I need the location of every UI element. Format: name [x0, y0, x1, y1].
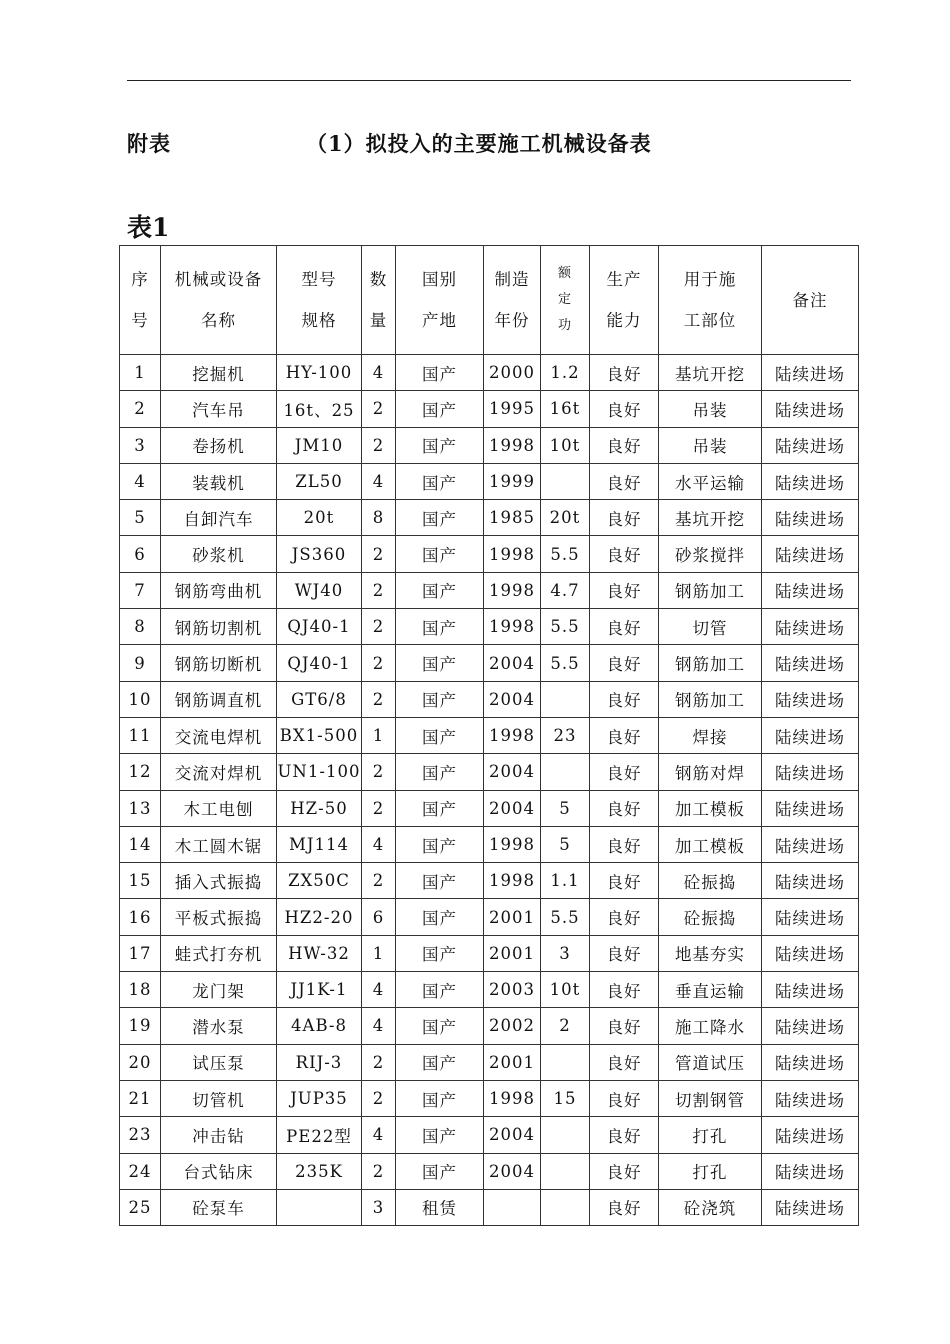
cell-origin: 国产 — [396, 754, 484, 790]
cell-index: 17 — [120, 935, 161, 971]
cell-capacity: 良好 — [590, 1189, 659, 1225]
cell-name: 交流电焊机 — [161, 717, 277, 753]
cell-quantity: 4 — [362, 1008, 396, 1044]
cell-usage: 地基夯实 — [659, 935, 762, 971]
table-row — [120, 899, 859, 935]
cell-capacity: 良好 — [590, 1080, 659, 1116]
cell-index: 8 — [120, 609, 161, 645]
cell-rated-power: 10t — [541, 972, 590, 1008]
cell-model: JS360 — [277, 536, 362, 572]
cell-model: JM10 — [277, 427, 362, 463]
table-row — [120, 536, 859, 572]
cell-model: 20t — [277, 500, 362, 536]
cell-remarks: 陆续进场 — [762, 427, 859, 463]
cell-remarks: 陆续进场 — [762, 391, 859, 427]
cell-quantity: 2 — [362, 1044, 396, 1080]
cell-year: 1998 — [484, 826, 541, 862]
cell-year: 2004 — [484, 645, 541, 681]
cell-origin: 国产 — [396, 972, 484, 1008]
cell-remarks: 陆续进场 — [762, 572, 859, 608]
cell-capacity: 良好 — [590, 463, 659, 499]
cell-model: ZL50 — [277, 463, 362, 499]
cell-year: 2004 — [484, 790, 541, 826]
cell-model: JUP35 — [277, 1080, 362, 1116]
cell-origin: 国产 — [396, 1008, 484, 1044]
appendix-label: 附表 — [127, 131, 171, 156]
cell-capacity: 良好 — [590, 826, 659, 862]
col-header-quantity: 数 量 — [362, 246, 396, 355]
cell-year: 2003 — [484, 972, 541, 1008]
cell-capacity: 良好 — [590, 645, 659, 681]
table-row — [120, 972, 859, 1008]
cell-quantity: 2 — [362, 863, 396, 899]
cell-year: 2001 — [484, 899, 541, 935]
cell-capacity: 良好 — [590, 391, 659, 427]
cell-capacity: 良好 — [590, 572, 659, 608]
table-row — [120, 427, 859, 463]
cell-quantity: 4 — [362, 463, 396, 499]
table-row — [120, 645, 859, 681]
cell-remarks: 陆续进场 — [762, 645, 859, 681]
cell-name: 钢筋切断机 — [161, 645, 277, 681]
cell-usage: 施工降水 — [659, 1008, 762, 1044]
col-header-origin: 国别 产地 — [396, 246, 484, 355]
cell-remarks: 陆续进场 — [762, 899, 859, 935]
cell-index: 13 — [120, 790, 161, 826]
cell-capacity: 良好 — [590, 972, 659, 1008]
cell-name: 自卸汽车 — [161, 500, 277, 536]
cell-name: 挖掘机 — [161, 355, 277, 391]
cell-year: 1999 — [484, 463, 541, 499]
cell-quantity: 1 — [362, 935, 396, 971]
cell-year — [484, 1189, 541, 1225]
cell-name: 蛙式打夯机 — [161, 935, 277, 971]
cell-year: 1998 — [484, 536, 541, 572]
cell-model: HW-32 — [277, 935, 362, 971]
page-title: （1）拟投入的主要施工机械设备表 — [306, 131, 652, 156]
cell-rated-power: 5 — [541, 826, 590, 862]
cell-origin: 租赁 — [396, 1189, 484, 1225]
table-row — [120, 1008, 859, 1044]
cell-index: 3 — [120, 427, 161, 463]
cell-model: HZ2-20 — [277, 899, 362, 935]
cell-usage: 砼振捣 — [659, 899, 762, 935]
cell-origin: 国产 — [396, 536, 484, 572]
cell-quantity: 6 — [362, 899, 396, 935]
cell-usage: 加工模板 — [659, 826, 762, 862]
cell-capacity: 良好 — [590, 1153, 659, 1189]
cell-usage: 砼浇筑 — [659, 1189, 762, 1225]
cell-model: HZ-50 — [277, 790, 362, 826]
table-row — [120, 391, 859, 427]
cell-name: 龙门架 — [161, 972, 277, 1008]
cell-name: 卷扬机 — [161, 427, 277, 463]
cell-model: MJ114 — [277, 826, 362, 862]
cell-model: 16t、25 — [277, 391, 362, 427]
cell-remarks: 陆续进场 — [762, 463, 859, 499]
table-row — [120, 1189, 859, 1225]
cell-index: 16 — [120, 899, 161, 935]
table-row — [120, 754, 859, 790]
col-header-remarks: 备注 — [762, 246, 859, 355]
cell-remarks: 陆续进场 — [762, 681, 859, 717]
cell-usage: 垂直运输 — [659, 972, 762, 1008]
cell-index: 25 — [120, 1189, 161, 1225]
cell-name: 钢筋切割机 — [161, 609, 277, 645]
cell-capacity: 良好 — [590, 681, 659, 717]
cell-year: 1998 — [484, 609, 541, 645]
cell-usage: 钢筋加工 — [659, 572, 762, 608]
cell-remarks: 陆续进场 — [762, 1044, 859, 1080]
cell-index: 5 — [120, 500, 161, 536]
cell-origin: 国产 — [396, 1153, 484, 1189]
cell-rated-power: 20t — [541, 500, 590, 536]
cell-index: 7 — [120, 572, 161, 608]
cell-name: 交流对焊机 — [161, 754, 277, 790]
col-header-index: 序 号 — [120, 246, 161, 355]
cell-origin: 国产 — [396, 1080, 484, 1116]
cell-year: 2004 — [484, 754, 541, 790]
cell-origin: 国产 — [396, 645, 484, 681]
cell-quantity: 2 — [362, 1153, 396, 1189]
cell-rated-power: 5.5 — [541, 645, 590, 681]
col-header-model: 型号 规格 — [277, 246, 362, 355]
cell-usage: 吊装 — [659, 427, 762, 463]
table-row — [120, 463, 859, 499]
cell-name: 潜水泵 — [161, 1008, 277, 1044]
cell-remarks: 陆续进场 — [762, 1189, 859, 1225]
cell-rated-power — [541, 1189, 590, 1225]
cell-remarks: 陆续进场 — [762, 826, 859, 862]
cell-index: 12 — [120, 754, 161, 790]
cell-year: 2002 — [484, 1008, 541, 1044]
table-row — [120, 681, 859, 717]
cell-rated-power: 23 — [541, 717, 590, 753]
cell-year: 2000 — [484, 355, 541, 391]
cell-capacity: 良好 — [590, 1117, 659, 1153]
cell-rated-power — [541, 681, 590, 717]
cell-origin: 国产 — [396, 863, 484, 899]
cell-quantity: 2 — [362, 572, 396, 608]
cell-origin: 国产 — [396, 826, 484, 862]
cell-capacity: 良好 — [590, 536, 659, 572]
cell-name: 木工圆木锯 — [161, 826, 277, 862]
cell-origin: 国产 — [396, 935, 484, 971]
cell-remarks: 陆续进场 — [762, 935, 859, 971]
cell-origin: 国产 — [396, 1117, 484, 1153]
table-header-row — [120, 246, 859, 355]
cell-usage: 吊装 — [659, 391, 762, 427]
cell-rated-power — [541, 1044, 590, 1080]
table-row — [120, 935, 859, 971]
cell-origin: 国产 — [396, 463, 484, 499]
cell-capacity: 良好 — [590, 1008, 659, 1044]
cell-model: GT6/8 — [277, 681, 362, 717]
table-row — [120, 1080, 859, 1116]
table-row — [120, 500, 859, 536]
table-row — [120, 609, 859, 645]
cell-rated-power: 5 — [541, 790, 590, 826]
cell-year: 1998 — [484, 863, 541, 899]
cell-rated-power — [541, 1153, 590, 1189]
cell-quantity: 2 — [362, 754, 396, 790]
cell-model: QJ40-1 — [277, 645, 362, 681]
cell-quantity: 2 — [362, 681, 396, 717]
cell-name: 装载机 — [161, 463, 277, 499]
cell-remarks: 陆续进场 — [762, 536, 859, 572]
cell-year: 1995 — [484, 391, 541, 427]
cell-remarks: 陆续进场 — [762, 1008, 859, 1044]
cell-capacity: 良好 — [590, 754, 659, 790]
cell-rated-power: 10t — [541, 427, 590, 463]
col-header-capacity: 生产 能力 — [590, 246, 659, 355]
cell-capacity: 良好 — [590, 899, 659, 935]
cell-remarks: 陆续进场 — [762, 790, 859, 826]
cell-year: 1998 — [484, 572, 541, 608]
cell-origin: 国产 — [396, 355, 484, 391]
cell-quantity: 8 — [362, 500, 396, 536]
cell-usage: 水平运输 — [659, 463, 762, 499]
cell-year: 2001 — [484, 1044, 541, 1080]
cell-usage: 基坑开挖 — [659, 500, 762, 536]
cell-remarks: 陆续进场 — [762, 972, 859, 1008]
cell-usage: 砂浆搅拌 — [659, 536, 762, 572]
cell-remarks: 陆续进场 — [762, 1153, 859, 1189]
cell-usage: 焊接 — [659, 717, 762, 753]
cell-index: 2 — [120, 391, 161, 427]
cell-rated-power — [541, 463, 590, 499]
cell-quantity: 1 — [362, 717, 396, 753]
cell-usage: 管道试压 — [659, 1044, 762, 1080]
cell-model: WJ40 — [277, 572, 362, 608]
cell-model: 235K — [277, 1153, 362, 1189]
cell-model: ZX50C — [277, 863, 362, 899]
cell-year: 2004 — [484, 1117, 541, 1153]
cell-index: 19 — [120, 1008, 161, 1044]
cell-origin: 国产 — [396, 717, 484, 753]
table-row — [120, 717, 859, 753]
table-row — [120, 1153, 859, 1189]
cell-model: JJ1K-1 — [277, 972, 362, 1008]
cell-rated-power: 2 — [541, 1008, 590, 1044]
cell-model: HY-100 — [277, 355, 362, 391]
cell-origin: 国产 — [396, 572, 484, 608]
cell-remarks: 陆续进场 — [762, 500, 859, 536]
cell-quantity: 2 — [362, 427, 396, 463]
cell-remarks: 陆续进场 — [762, 754, 859, 790]
cell-index: 23 — [120, 1117, 161, 1153]
table-row — [120, 826, 859, 862]
cell-index: 24 — [120, 1153, 161, 1189]
cell-index: 6 — [120, 536, 161, 572]
cell-name: 试压泵 — [161, 1044, 277, 1080]
cell-index: 9 — [120, 645, 161, 681]
header-rule — [127, 80, 851, 81]
cell-capacity: 良好 — [590, 1044, 659, 1080]
cell-rated-power: 1.2 — [541, 355, 590, 391]
cell-capacity: 良好 — [590, 790, 659, 826]
table-row — [120, 1117, 859, 1153]
cell-year: 1998 — [484, 1080, 541, 1116]
cell-origin: 国产 — [396, 609, 484, 645]
cell-index: 20 — [120, 1044, 161, 1080]
cell-index: 1 — [120, 355, 161, 391]
cell-usage: 基坑开挖 — [659, 355, 762, 391]
cell-origin: 国产 — [396, 391, 484, 427]
cell-rated-power: 5.5 — [541, 609, 590, 645]
cell-index: 15 — [120, 863, 161, 899]
cell-name: 砂浆机 — [161, 536, 277, 572]
cell-quantity: 3 — [362, 1189, 396, 1225]
cell-quantity: 2 — [362, 391, 396, 427]
cell-remarks: 陆续进场 — [762, 1080, 859, 1116]
cell-quantity: 2 — [362, 609, 396, 645]
cell-usage: 切割钢管 — [659, 1080, 762, 1116]
cell-model: QJ40-1 — [277, 609, 362, 645]
cell-name: 台式钻床 — [161, 1153, 277, 1189]
cell-usage: 加工模板 — [659, 790, 762, 826]
cell-model: BX1-500 — [277, 717, 362, 753]
cell-year: 1998 — [484, 717, 541, 753]
cell-name: 冲击钻 — [161, 1117, 277, 1153]
cell-name: 钢筋调直机 — [161, 681, 277, 717]
cell-rated-power: 16t — [541, 391, 590, 427]
table-body — [120, 355, 859, 1226]
cell-quantity: 2 — [362, 1080, 396, 1116]
cell-name: 砼泵车 — [161, 1189, 277, 1225]
cell-quantity: 4 — [362, 972, 396, 1008]
cell-usage: 打孔 — [659, 1153, 762, 1189]
cell-quantity: 4 — [362, 826, 396, 862]
cell-remarks: 陆续进场 — [762, 1117, 859, 1153]
cell-rated-power: 4.7 — [541, 572, 590, 608]
cell-quantity: 4 — [362, 355, 396, 391]
cell-origin: 国产 — [396, 790, 484, 826]
col-header-year: 制造 年份 — [484, 246, 541, 355]
cell-rated-power: 5.5 — [541, 536, 590, 572]
cell-capacity: 良好 — [590, 609, 659, 645]
cell-index: 11 — [120, 717, 161, 753]
cell-usage: 钢筋加工 — [659, 681, 762, 717]
cell-model: RIJ-3 — [277, 1044, 362, 1080]
cell-index: 21 — [120, 1080, 161, 1116]
cell-year: 2004 — [484, 1153, 541, 1189]
cell-model: UN1-100 — [277, 754, 362, 790]
cell-usage: 钢筋加工 — [659, 645, 762, 681]
cell-rated-power — [541, 1117, 590, 1153]
col-header-rated-power: 额 定 功 — [541, 246, 590, 355]
equipment-table — [119, 245, 859, 1226]
table-row — [120, 863, 859, 899]
table-label: 表1 — [127, 213, 170, 242]
cell-rated-power: 5.5 — [541, 899, 590, 935]
cell-year: 1998 — [484, 427, 541, 463]
cell-remarks: 陆续进场 — [762, 717, 859, 753]
cell-name: 钢筋弯曲机 — [161, 572, 277, 608]
cell-capacity: 良好 — [590, 427, 659, 463]
cell-capacity: 良好 — [590, 355, 659, 391]
cell-model — [277, 1189, 362, 1225]
cell-origin: 国产 — [396, 500, 484, 536]
cell-quantity: 2 — [362, 645, 396, 681]
cell-remarks: 陆续进场 — [762, 609, 859, 645]
cell-remarks: 陆续进场 — [762, 863, 859, 899]
table-row — [120, 790, 859, 826]
cell-usage: 切管 — [659, 609, 762, 645]
cell-usage: 打孔 — [659, 1117, 762, 1153]
cell-index: 14 — [120, 826, 161, 862]
cell-model: 4AB-8 — [277, 1008, 362, 1044]
table-row — [120, 355, 859, 391]
cell-origin: 国产 — [396, 427, 484, 463]
cell-usage: 钢筋对焊 — [659, 754, 762, 790]
cell-name: 平板式振捣 — [161, 899, 277, 935]
cell-capacity: 良好 — [590, 935, 659, 971]
cell-year: 1985 — [484, 500, 541, 536]
table-row — [120, 572, 859, 608]
cell-name: 木工电刨 — [161, 790, 277, 826]
cell-name: 插入式振捣 — [161, 863, 277, 899]
cell-year: 2004 — [484, 681, 541, 717]
cell-capacity: 良好 — [590, 717, 659, 753]
cell-index: 4 — [120, 463, 161, 499]
cell-capacity: 良好 — [590, 500, 659, 536]
cell-name: 切管机 — [161, 1080, 277, 1116]
cell-origin: 国产 — [396, 1044, 484, 1080]
col-header-name: 机械或设备 名称 — [161, 246, 277, 355]
cell-origin: 国产 — [396, 681, 484, 717]
cell-quantity: 2 — [362, 536, 396, 572]
col-header-usage: 用于施 工部位 — [659, 246, 762, 355]
table-row — [120, 1044, 859, 1080]
cell-usage: 砼振捣 — [659, 863, 762, 899]
cell-name: 汽车吊 — [161, 391, 277, 427]
cell-remarks: 陆续进场 — [762, 355, 859, 391]
cell-capacity: 良好 — [590, 863, 659, 899]
cell-rated-power: 3 — [541, 935, 590, 971]
cell-origin: 国产 — [396, 899, 484, 935]
cell-model: PE22型 — [277, 1117, 362, 1153]
cell-rated-power: 1.1 — [541, 863, 590, 899]
cell-rated-power — [541, 754, 590, 790]
cell-year: 2001 — [484, 935, 541, 971]
cell-quantity: 4 — [362, 1117, 396, 1153]
cell-index: 18 — [120, 972, 161, 1008]
cell-rated-power: 15 — [541, 1080, 590, 1116]
cell-quantity: 2 — [362, 790, 396, 826]
cell-index: 10 — [120, 681, 161, 717]
